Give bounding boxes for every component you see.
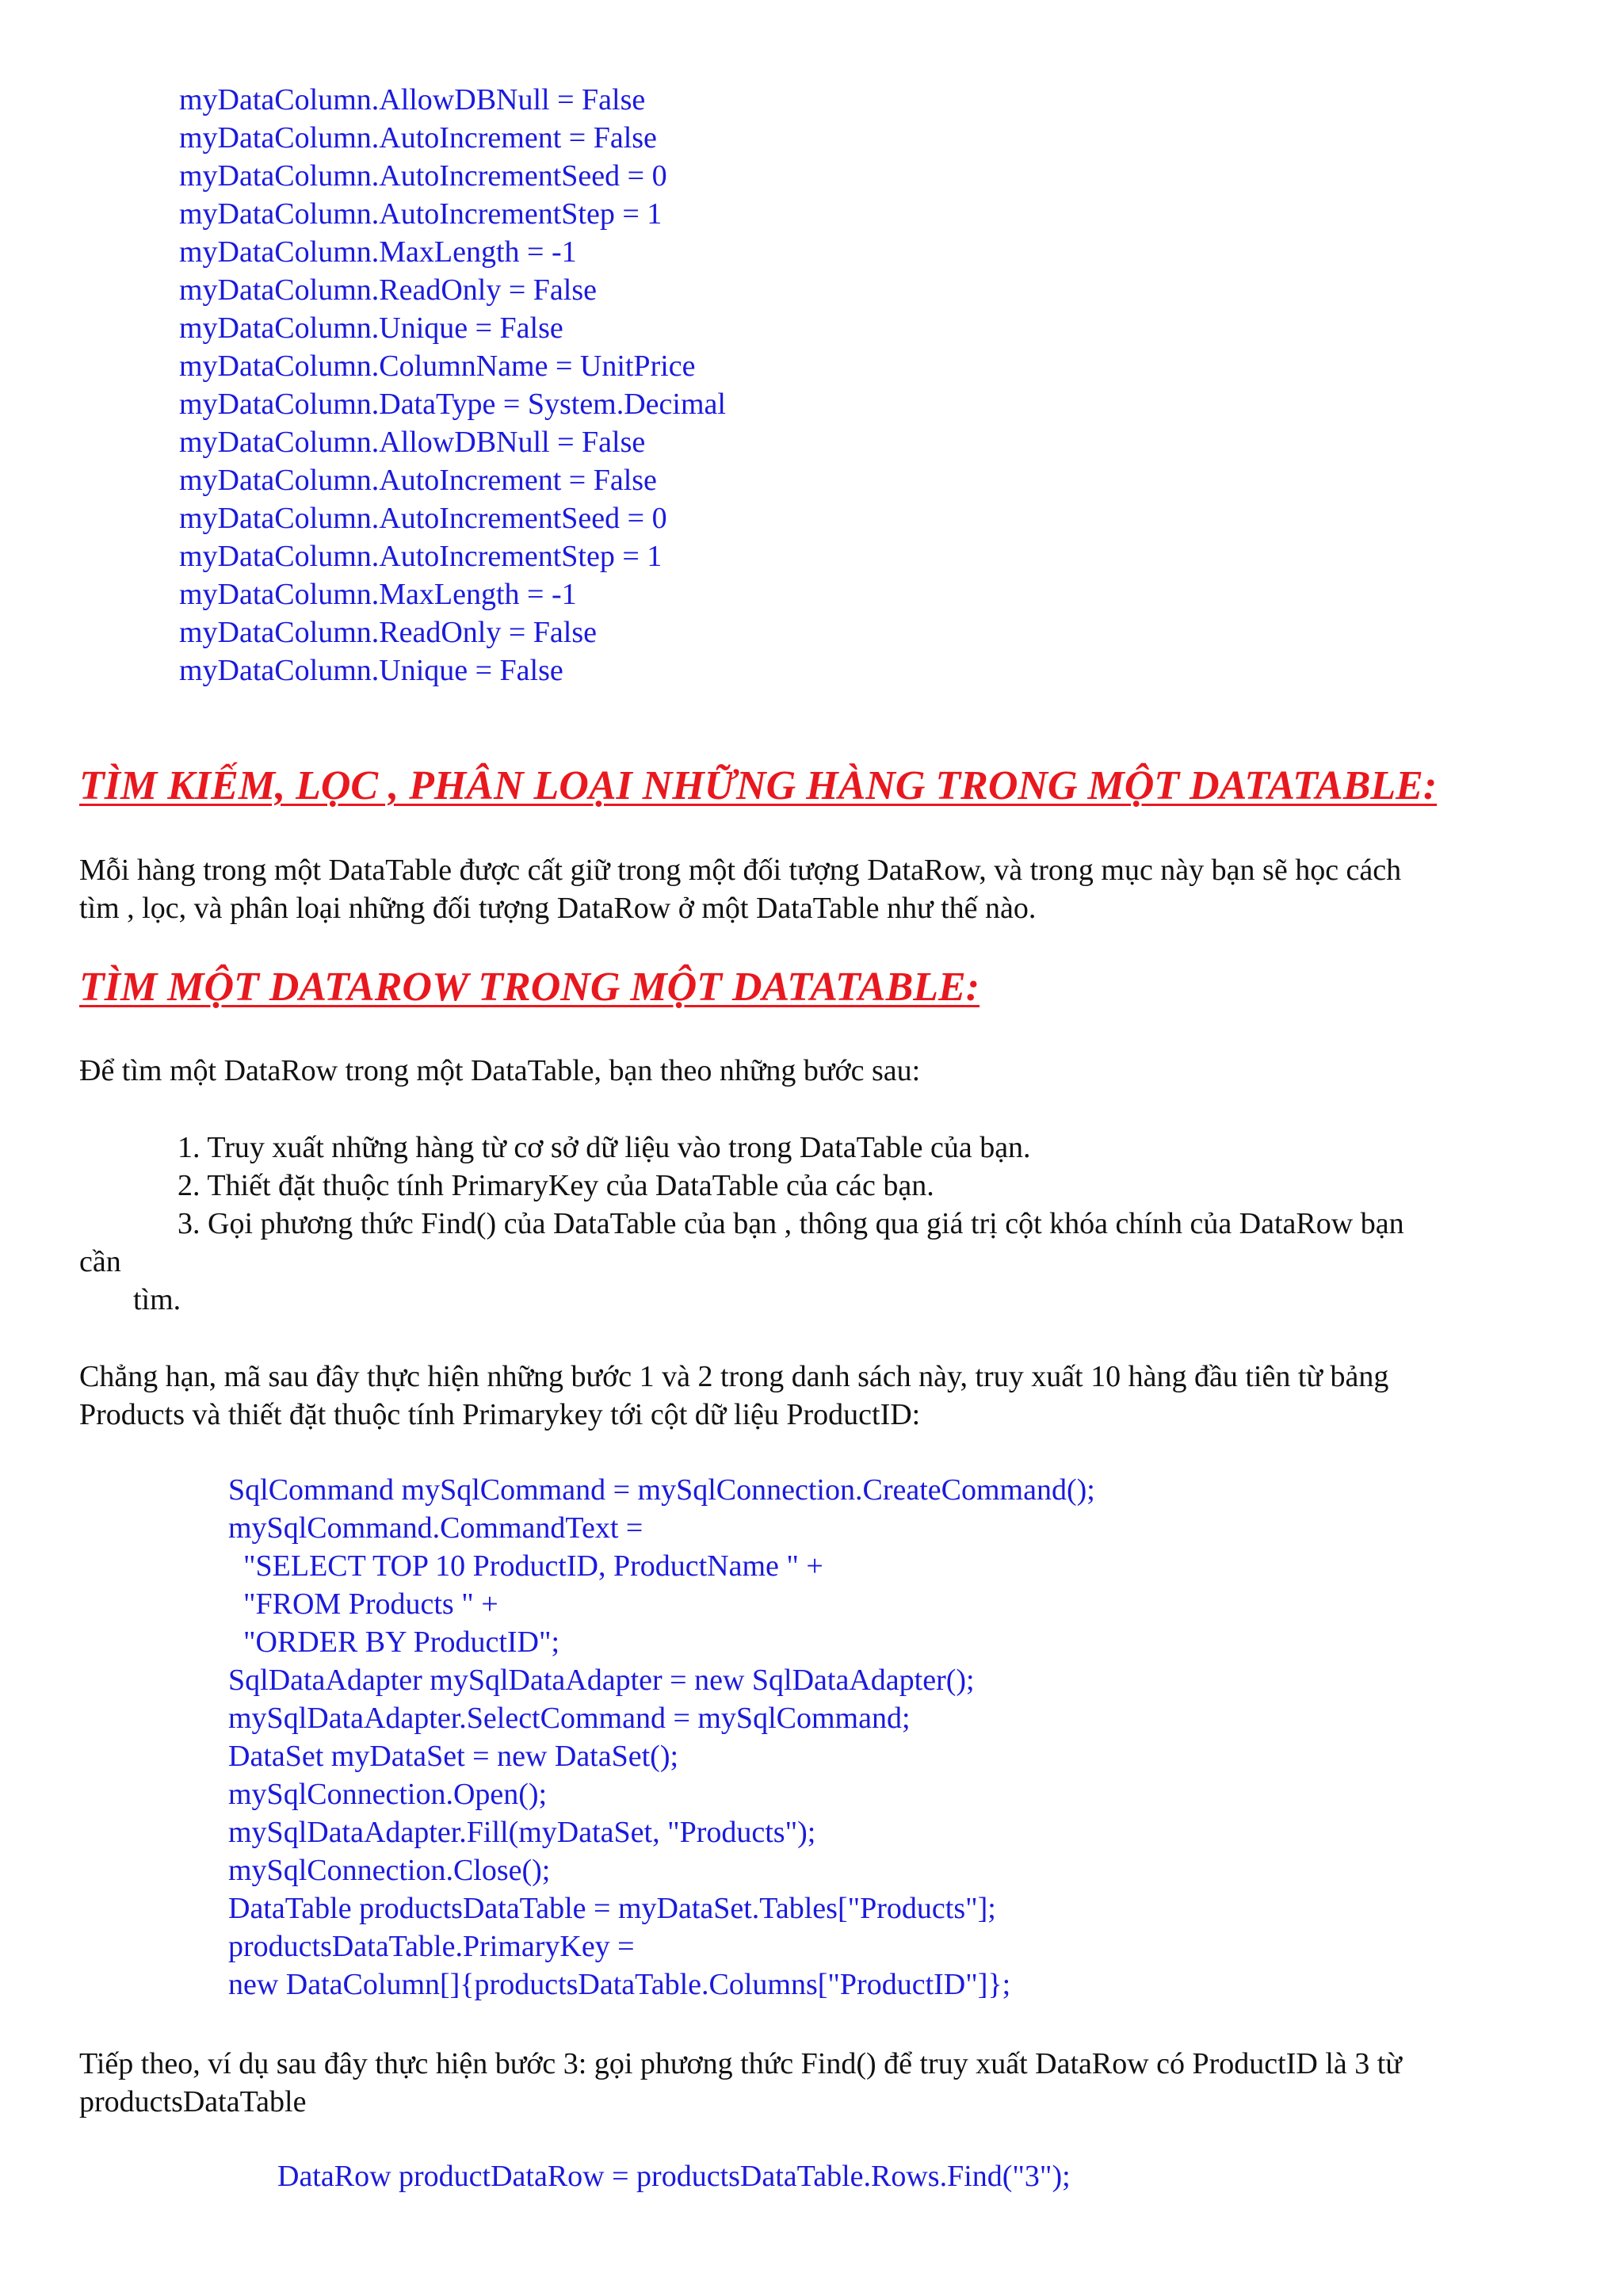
code-block-datacolumn-properties xyxy=(179,81,726,690)
code-line: myDataColumn.AutoIncrement = False xyxy=(179,121,657,155)
code-line: SqlCommand mySqlCommand = mySqlConnection.CreateCommand(); xyxy=(228,1473,1095,1507)
code-line: myDataColumn.Unique = False xyxy=(179,311,563,345)
code-line: myDataColumn.Unique = False xyxy=(179,654,563,687)
code-line: "ORDER BY ProductID"; xyxy=(228,1626,560,1659)
find-paragraph xyxy=(79,2045,1553,2121)
code-line: myDataColumn.AutoIncrementStep = 1 xyxy=(179,197,663,231)
code-line: myDataColumn.ReadOnly = False xyxy=(179,273,597,307)
paragraph-line: Chẳng hạn, mã sau đây thực hiện những bước 1 và 2 trong danh sách này, truy xuất 10 hàng đầu tiên từ bảng xyxy=(79,1360,1389,1393)
code-line: myDataColumn.ColumnName = UnitPrice xyxy=(179,350,696,383)
code-line: mySqlDataAdapter.Fill(myDataSet, "Products"); xyxy=(228,1816,816,1849)
code-block-fill-datatable xyxy=(228,1471,1095,2004)
section-heading-find-datarow: TÌM MỘT DATAROW TRONG MỘT DATATABLE: xyxy=(79,965,980,1010)
code-line: DataSet myDataSet = new DataSet(); xyxy=(228,1740,679,1773)
code-line: myDataColumn.AllowDBNull = False xyxy=(179,83,646,117)
code-line: myDataColumn.AutoIncrementSeed = 0 xyxy=(179,159,667,193)
code-line: mySqlCommand.CommandText = xyxy=(228,1511,643,1545)
code-line: myDataColumn.AutoIncrementSeed = 0 xyxy=(179,502,667,535)
step-item-3-wrap: tìm. xyxy=(133,1283,181,1316)
section-heading-search-filter-sort: TÌM KIẾM, LỌC , PHÂN LOẠI NHỮNG HÀNG TRONG MỘT DATATABLE: xyxy=(79,763,1438,808)
code-line: myDataColumn.AutoIncrementStep = 1 xyxy=(179,540,663,573)
example-paragraph xyxy=(79,1358,1553,1434)
code-line: DataTable productsDataTable = myDataSet.Tables["Products"]; xyxy=(228,1892,996,1925)
code-line: myDataColumn.DataType = System.Decimal xyxy=(179,388,726,421)
code-line: mySqlConnection.Close(); xyxy=(228,1854,551,1887)
code-line: "SELECT TOP 10 ProductID, ProductName " + xyxy=(228,1549,823,1583)
code-line: SqlDataAdapter mySqlDataAdapter = new SqlDataAdapter(); xyxy=(228,1664,975,1697)
step-item-3-wrap: cần xyxy=(79,1245,121,1278)
code-line: myDataColumn.AllowDBNull = False xyxy=(179,426,646,459)
paragraph-line: Mỗi hàng trong một DataTable được cất giữ trong một đối tượng DataRow, và trong mục này bạn sẽ học cách xyxy=(79,854,1402,887)
code-line: myDataColumn.ReadOnly = False xyxy=(179,616,597,649)
code-line: myDataColumn.AutoIncrement = False xyxy=(179,464,657,497)
step-item-2: 2. Thiết đặt thuộc tính PrimaryKey của DataTable của các bạn. xyxy=(178,1169,934,1202)
steps-list xyxy=(79,1129,1553,1319)
step-item-1: 1. Truy xuất những hàng từ cơ sở dữ liệu vào trong DataTable của bạn. xyxy=(178,1131,1031,1164)
code-line: productsDataTable.PrimaryKey = xyxy=(228,1930,635,1963)
code-line: DataRow productDataRow = productsDataTable.Rows.Find("3"); xyxy=(277,2160,1071,2193)
code-line: "FROM Products " + xyxy=(228,1587,498,1621)
code-line: mySqlConnection.Open(); xyxy=(228,1778,548,1811)
paragraph-line: Products và thiết đặt thuộc tính Primarykey tới cột dữ liệu ProductID: xyxy=(79,1398,921,1431)
paragraph-line: productsDataTable xyxy=(79,2085,307,2118)
step-item-3: 3. Gọi phương thức Find() của DataTable của bạn , thông qua giá trị cột khóa chính của DataRow bạn xyxy=(178,1207,1404,1240)
steps-intro-paragraph: Để tìm một DataRow trong một DataTable, bạn theo những bước sau: xyxy=(79,1054,921,1087)
code-block-find-row xyxy=(277,2157,1071,2195)
code-line: new DataColumn[]{productsDataTable.Columns["ProductID"]}; xyxy=(228,1968,1011,2001)
code-line: myDataColumn.MaxLength = -1 xyxy=(179,235,577,269)
code-line: myDataColumn.MaxLength = -1 xyxy=(179,578,577,611)
paragraph-line: tìm , lọc, và phân loại những đối tượng DataRow ở một DataTable như thế nào. xyxy=(79,892,1037,925)
intro-paragraph xyxy=(79,851,1553,927)
paragraph-line: Tiếp theo, ví dụ sau đây thực hiện bước 3: gọi phương thức Find() để truy xuất DataRow có ProductID là 3 từ xyxy=(79,2047,1402,2080)
code-line: mySqlDataAdapter.SelectCommand = mySqlCommand; xyxy=(228,1702,911,1735)
